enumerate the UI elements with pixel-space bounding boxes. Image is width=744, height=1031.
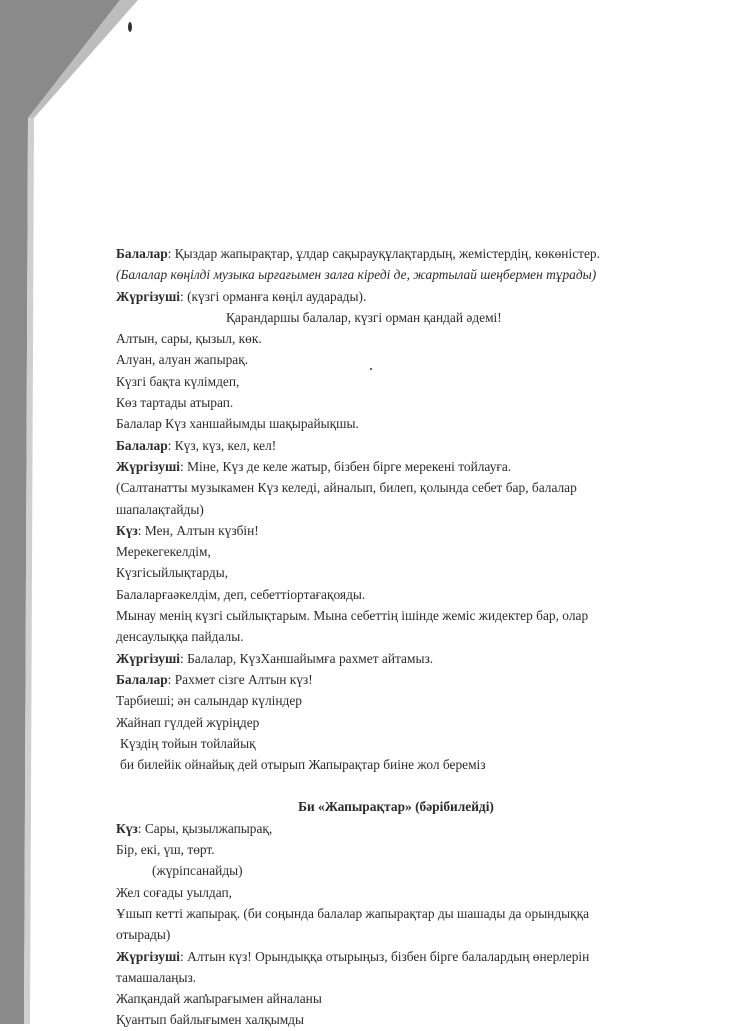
text-line: тамашалаңыз. — [116, 969, 197, 985]
text-line: Жел соғады уылдап, — [116, 884, 232, 900]
section-title: Би «Жапырақтар» (бәрібилейді) — [298, 799, 494, 815]
text-line: Мерекегекелдім, — [116, 544, 211, 560]
speaker-name: Күз — [116, 522, 138, 538]
line-text: : Күз, күз, кел, кел! — [167, 437, 277, 453]
stage-direction: (Балалар көңілді музыка ырғағымен залға кіреді де, жартылай шеңбермен тұрады) — [116, 267, 597, 283]
script-line — [116, 669, 736, 690]
line-text: : Балалар, КүзХаншайымға рахмет айтамыз. — [180, 650, 434, 666]
text-line: Қарандаршы балалар, күзгі орман қандай әдемі! — [226, 309, 502, 325]
speaker-name: Балалар — [116, 671, 168, 687]
script-line — [116, 243, 736, 264]
blank-line — [116, 775, 736, 796]
line-text: : Алтын күз! Орындыққа отырыңыз, бізбен бірге балалардың өнерлерін — [180, 948, 590, 964]
dust-speck — [128, 22, 132, 32]
line-text: : Рахмет сізге Алтын күз! — [167, 671, 313, 687]
script-line — [116, 286, 736, 307]
line-text: : Мен, Алтын күзбін! — [137, 522, 259, 538]
script-line — [116, 520, 736, 541]
text-line: Күздің тойын тойлайық — [120, 735, 256, 751]
speaker-name: Жүргізуші — [116, 948, 181, 964]
text-line: денсаулыққа пайдалы. — [116, 629, 244, 645]
text-line: би билейік ойнайық дей отырып Жапырақтар биіне жол береміз — [120, 757, 486, 773]
text-line: Балалар Күз ханшайымды шақырайықшы. — [116, 416, 359, 432]
script-line — [116, 946, 736, 967]
script-line — [116, 435, 736, 456]
document-body — [116, 243, 736, 1031]
text-line: Күзгі бақта күлімдеп, — [116, 373, 240, 389]
speaker-name: Балалар — [116, 437, 168, 453]
text-line: шапалақтайды) — [116, 501, 204, 517]
text-line: Қуантып байлығымен халқымды — [116, 1012, 304, 1028]
text-line: отырады) — [116, 927, 171, 943]
text-line: Жапқандай жапырағымен айналаны — [116, 991, 322, 1007]
line-text: : Міне, Күз де келе жатыр, бізбен бірге мерекені тойлауға. — [180, 458, 512, 474]
text-line: Бір, екі, үш, төрт. — [116, 842, 215, 858]
text-line: Жайнап гүлдей жүріңдер — [116, 714, 260, 730]
text-line: (жүріпсанайды) — [152, 863, 243, 879]
line-text: : Қыздар жапырақтар, ұлдар сақырауқұлақтардың, жемістердің, көкөністер. — [167, 246, 600, 261]
speaker-name: Балалар — [116, 246, 168, 261]
text-line: Ұшып кетті жапырақ. (би соңында балалар жапырақтар ды шашады да орындыққа — [116, 905, 590, 921]
script-line — [116, 648, 736, 669]
speaker-name: Жүргізуші — [116, 650, 181, 666]
speaker-name: Күз — [116, 820, 138, 836]
text-line: Тарбиеші; ән салындар күліндер — [116, 693, 302, 709]
text-line: Балаларғаәкелдім, деп, себеттіортағақояды. — [116, 586, 366, 602]
text-line: Көз тартады атырап. — [116, 395, 234, 411]
text-line: Алуан, алуан жапырақ. — [116, 352, 249, 368]
line-text: : (күзгі орманға көңіл аударады). — [180, 288, 367, 304]
speaker-name: Жүргізуші — [116, 288, 181, 304]
text-line: Алтын, сары, қызыл, көк. — [116, 331, 262, 347]
line-text: : Сары, қызылжапырақ, — [137, 820, 273, 836]
script-line — [116, 818, 736, 839]
text-line: Күзгісыйлықтарды, — [116, 565, 229, 581]
text-line: (Салтанатты музыкамен Күз келеді, айналып, билеп, қолында себет бар, балалар — [116, 480, 577, 496]
script-line — [116, 456, 736, 477]
text-line: Мынау менің күзгі сыйлықтарым. Мына себеттің ішінде жеміс жидектер бар, олар — [116, 608, 589, 624]
speaker-name: Жүргізуші — [116, 458, 181, 474]
